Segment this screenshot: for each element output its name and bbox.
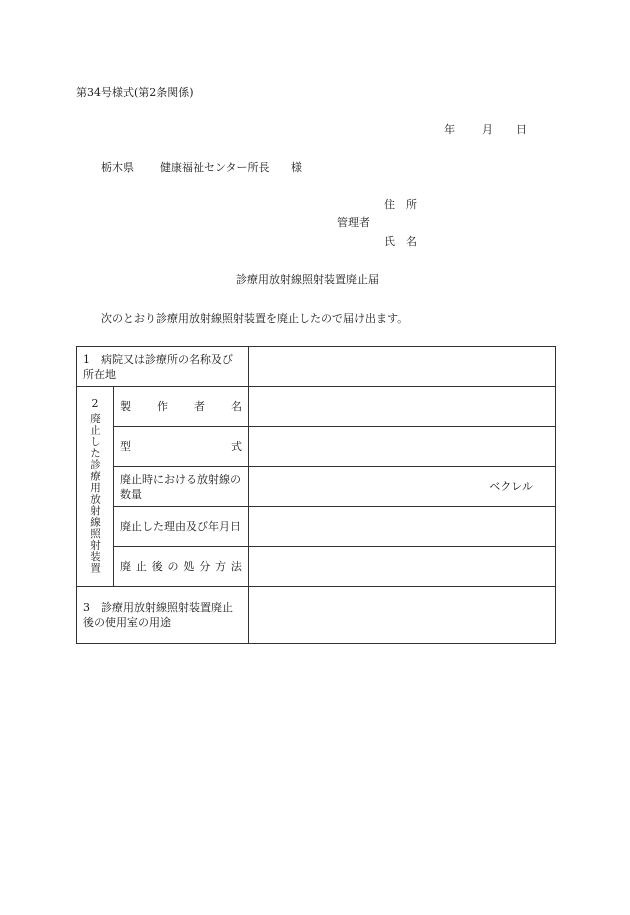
model-label: [114, 439, 248, 454]
date-year: 年: [444, 123, 455, 136]
disposal-value-cell: [249, 547, 556, 587]
disposal-char: 廃: [120, 560, 131, 573]
manufacturer-char: 者: [194, 400, 205, 413]
manufacturer-char: 作: [157, 400, 168, 413]
room-use-value-cell: [249, 587, 556, 644]
section2-label-cell: [77, 387, 114, 587]
manufacturer-char: 名: [231, 400, 242, 413]
intro-text: 次のとおり診療用放射線照射装置を廃止したので届け出ます。: [101, 312, 409, 325]
disposal-char: 方: [215, 560, 227, 573]
recipient-honorific: 様: [291, 161, 302, 174]
model-value-cell: [249, 427, 556, 467]
activity-unit: ベクレル: [489, 480, 533, 493]
reason-label-cell: [114, 507, 249, 547]
notification-table: [76, 346, 556, 644]
disposal-char: 分: [199, 560, 211, 573]
reason-value-cell: [249, 507, 556, 547]
facility-value-cell: [249, 347, 556, 387]
disposal-char: 法: [230, 560, 242, 573]
activity-label: 廃止時における放射線の数量: [120, 472, 241, 501]
manager-label: 管理者: [337, 216, 370, 229]
section2-number: 2: [91, 396, 99, 410]
name-label: 氏 名: [384, 235, 417, 248]
model-char: 式: [231, 440, 242, 453]
facility-label-cell: [77, 347, 249, 387]
activity-value-cell: [249, 467, 556, 507]
reason-label: 廃止した理由及び年月日: [120, 520, 241, 533]
manufacturer-label-cell: [114, 387, 249, 427]
disposal-label: [114, 559, 248, 574]
manufacturer-char: 製: [120, 400, 131, 413]
date-month: 月: [482, 123, 493, 136]
model-label-cell: [114, 427, 249, 467]
document-title: 診療用放射線照射装置廃止届: [236, 273, 379, 286]
disposal-char: 止: [135, 560, 147, 573]
model-char: 型: [120, 440, 131, 453]
activity-label-cell: [114, 467, 249, 507]
address-label: 住 所: [384, 198, 417, 211]
manufacturer-value-cell: [249, 387, 556, 427]
section2-label: 廃止した診療用放射線照射装置: [89, 412, 101, 574]
form-number: 第34号様式(第2条関係): [76, 86, 194, 99]
manufacturer-label: [114, 399, 248, 414]
date-day: 日: [516, 123, 527, 136]
disposal-char: 処: [183, 560, 195, 573]
recipient-office: 健康福祉センター所長: [160, 161, 270, 174]
room-use-label: 3 診療用放射線照射装置廃止後の使用室の用途: [83, 601, 233, 629]
disposal-char: の: [167, 560, 179, 573]
recipient-prefecture: 栃木県: [101, 161, 134, 174]
facility-label: 1 病院又は診療所の名称及び所在地: [83, 352, 233, 381]
room-use-label-cell: [77, 587, 249, 644]
disposal-label-cell: [114, 547, 249, 587]
disposal-char: 後: [151, 560, 163, 573]
